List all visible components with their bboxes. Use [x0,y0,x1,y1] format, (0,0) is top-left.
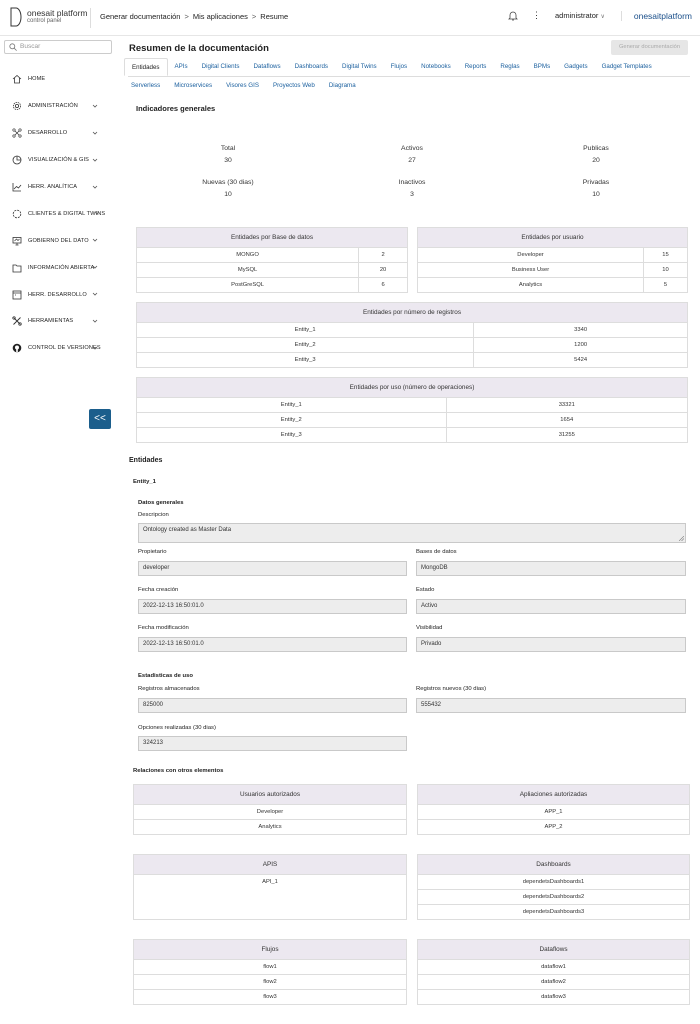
user-menu[interactable] [555,11,605,20]
sidebar-item-analitica[interactable] [0,174,118,201]
sidebar [0,36,118,1024]
table-row [418,905,690,920]
logo[interactable] [10,7,87,27]
stat-value: 10 [592,191,600,198]
table-header: Entidades por Base de datos [137,228,408,248]
home-icon [12,74,22,84]
bell-icon[interactable] [508,10,518,21]
chevron-down-icon [92,264,98,270]
github-icon [12,343,22,353]
breadcrumb-separator: > [251,12,257,21]
table-cell: 20 [359,263,408,278]
stat-value: 3 [410,191,414,198]
sidebar-item-label: HOME [28,76,46,83]
table-cell: flow2 [134,975,407,990]
table-row [418,805,690,820]
table-by-user [417,227,688,293]
table-cell: APP_2 [418,820,690,835]
tab-flujos[interactable]: Flujos [390,63,408,70]
tab-dataflows[interactable]: Dataflows [253,63,281,70]
description-value: Ontology created as Master Data [143,527,232,533]
entity-name: Entity_1 [133,479,156,485]
sidebar-item-home[interactable] [0,66,118,93]
chevron-down-icon [92,345,98,351]
chart-icon [12,182,22,192]
sidebar-item-label: DESARROLLO [28,130,68,137]
logo-title: onesait platform [27,8,88,18]
top-bar [0,0,700,36]
state-field[interactable]: Activo [416,599,686,614]
collapse-sidebar-button[interactable] [89,409,111,429]
window-icon [12,290,22,300]
table-row [134,805,407,820]
table-cell: Entity_1 [137,398,447,413]
new-records-field[interactable]: 555432 [416,698,686,713]
sidebar-item-herr-desarrollo[interactable] [0,281,118,308]
created-field[interactable]: 2022-12-13 16:50:01.0 [138,599,407,614]
double-chevron-left-icon: << [94,413,106,424]
sidebar-item-gobierno[interactable] [0,227,118,254]
new-records-label: Registros nuevos (30 dias) [416,686,487,692]
table-cell: Developer [134,805,407,820]
table-dashboards [417,854,690,920]
operations-label: Opciones realizadas (30 dias) [138,725,216,731]
table-cell: Entity_2 [137,338,474,353]
table-cell: flow1 [134,960,407,975]
stat-publicas [546,145,646,164]
tab-dashboards[interactable]: Dashboards [294,63,328,70]
page-title: Resumen de la documentación [129,43,269,54]
table-cell: Entity_2 [137,413,447,428]
generate-documentation-button[interactable]: Generar documentación [611,40,688,55]
table-row [418,990,690,1005]
monitor-icon [12,236,22,246]
sidebar-item-label: VISUALIZACIÓN & GIS [28,157,89,164]
tab-gadget-templates[interactable]: Gadget Templates [601,63,652,70]
table-row [418,875,690,890]
table-flows [133,939,407,1005]
table-header: Flujos [134,940,407,960]
owner-field[interactable]: developer [138,561,407,576]
table-cell: Entity_3 [137,353,474,368]
breadcrumb-separator: > [184,12,189,21]
table-cell: MONGO [137,248,359,263]
database-field[interactable]: MongoDB [416,561,686,576]
table-header: Entidades por número de registros [137,303,688,323]
table-cell: Entity_3 [137,428,447,443]
stat-privadas [546,179,646,198]
table-row [134,890,407,920]
table-header: APIS [134,855,407,875]
user-name: administrator [555,11,599,20]
chevron-down-icon [92,318,98,324]
tab-digital-twins[interactable]: Digital Twins [341,63,377,70]
table-header: Entidades por usuario [418,228,688,248]
operations-field[interactable]: 324213 [138,736,407,751]
tab-bpms[interactable]: BPMs [533,63,551,70]
usage-stats-title: Estadisticas de uso [138,673,194,679]
nodes-icon [12,128,22,138]
table-row [418,975,690,990]
tab-digital-clients[interactable]: Digital Clients [201,63,240,70]
general-indicators-title: Indicadores generales [136,104,216,113]
table-authorized-apps [417,784,690,835]
entities-title: Entidades [129,457,163,464]
stat-label: Inactivos [398,179,426,186]
chevron-down-icon [94,210,100,216]
table-row [137,323,688,338]
table-row [418,960,690,975]
table-header: Usuarios autorizados [134,785,407,805]
table-row [134,975,407,990]
stat-label: Total [220,145,236,152]
tab-proyectos-web[interactable]: Proyectos Web [272,82,315,89]
chevron-down-icon [92,157,98,163]
table-cell: 10 [644,263,688,278]
table-cell: 15 [644,248,688,263]
table-cell: Developer [418,248,644,263]
chevron-down-icon [92,237,98,243]
table-header: Dataflows [418,940,690,960]
table-row [137,338,688,353]
state-label: Estado [416,587,435,593]
stored-records-label: Registros almacenados [138,686,200,692]
stat-value: 10 [224,191,232,198]
table-cell: 5424 [474,353,688,368]
stat-value: 20 [592,157,600,164]
general-data-title: Datos generales [138,500,184,506]
breadcrumb [100,12,288,21]
tab-reglas[interactable]: Reglas [500,63,520,70]
stat-value: 30 [224,157,232,164]
folder-icon [12,263,22,273]
sidebar-item-clientes[interactable] [0,200,118,227]
breadcrumb-item: Resume [260,12,289,21]
chevron-down-icon: ∨ [600,14,605,20]
table-row [418,263,688,278]
breadcrumb-item[interactable]: Generar documentación [100,12,181,21]
table-row [137,428,688,443]
table-cell: 6 [359,278,408,293]
table-cell: 2 [359,248,408,263]
table-row [137,413,688,428]
tab-gadgets[interactable]: Gadgets [564,63,588,70]
table-cell: API_1 [134,875,407,890]
stat-nuevas [178,179,278,198]
table-cell: APP_1 [418,805,690,820]
resize-handle-icon[interactable] [679,536,684,541]
logo-icon [10,7,22,27]
created-label: Fecha creación [138,587,179,593]
table-row [134,960,407,975]
stat-label: Nuevas (30 dias) [202,179,254,186]
table-cell: 1200 [474,338,688,353]
sidebar-item-label: HERRAMIENTAS [28,318,74,325]
table-row [418,278,688,293]
sidebar-item-label: GOBIERNO DEL DATO [28,237,89,244]
modified-label: Fecha modificación [138,625,189,631]
tab-microservices[interactable]: Microservices [174,82,213,89]
table-cell: 5 [644,278,688,293]
table-cell: flow3 [134,990,407,1005]
visibility-field[interactable]: Privado [416,637,686,652]
chevron-down-icon [92,291,98,297]
table-by-database [136,227,408,293]
table-cell: 33321 [446,398,688,413]
stat-label: Privadas [582,179,610,186]
table-cell: dependetsDashboards1 [418,875,690,890]
table-row [137,398,688,413]
tab-visores-gis[interactable]: Visores GIS [226,82,259,89]
table-cell: dependetsDashboards2 [418,890,690,905]
table-header: Dashboards [418,855,690,875]
table-row [137,248,408,263]
description-label: Descripcion [138,512,169,518]
tab-notebooks[interactable]: Notebooks [421,63,451,70]
stat-label: Activos [401,145,423,152]
table-row [134,875,407,890]
more-menu-icon[interactable]: ⋮ [532,10,542,20]
search-icon [9,43,17,51]
table-cell: Analytics [418,278,644,293]
table-row [134,990,407,1005]
description-field[interactable] [138,523,686,543]
sidebar-nav [0,66,118,362]
table-cell: 31255 [446,428,688,443]
table-header: Entidades por uso (número de operaciones) [137,378,688,398]
tab-reports[interactable]: Reports [464,63,487,70]
stored-records-field[interactable]: 825000 [138,698,407,713]
tabs-row-2 [124,78,363,94]
table-header: Apliaciones autorizadas [418,785,690,805]
table-cell: dataflow3 [418,990,690,1005]
table-row [137,278,408,293]
sidebar-item-versiones[interactable] [0,335,118,362]
table-row [418,890,690,905]
table-by-usage [136,377,688,443]
tabs-row-1 [124,58,659,76]
table-cell: Analytics [134,820,407,835]
logo-subtitle: control panel [27,18,62,24]
brand-name: onesaitplatform [621,11,692,21]
search-input[interactable] [4,40,112,54]
stat-label: Publicas [583,145,609,152]
sidebar-item-label: HERR. DESARROLLO [28,291,87,298]
table-row [134,820,407,835]
sidebar-item-herramientas[interactable] [0,308,118,335]
table-cell: dependetsDashboards3 [418,905,690,920]
table-authorized-users [133,784,407,835]
tab-serverless[interactable]: Serverless [131,82,161,89]
sidebar-item-desarrollo[interactable] [0,120,118,147]
table-cell: 3340 [474,323,688,338]
chevron-down-icon [92,103,98,109]
sidebar-item-label: ADMINISTRACIÓN [28,103,78,110]
tools-icon [12,316,22,326]
modified-field[interactable]: 2022-12-13 16:50:01.0 [138,637,407,652]
relations-title: Relaciones con otros elementos [133,768,224,774]
tab-entidades[interactable]: Entidades [124,58,168,76]
stat-inactivos [362,179,462,198]
table-cell: dataflow1 [418,960,690,975]
database-label: Bases de datos [416,549,457,555]
breadcrumb-item[interactable]: Mis aplicaciones [192,12,248,21]
table-cell: 1654 [446,413,688,428]
chevron-down-icon [92,184,98,190]
sidebar-item-visualizacion[interactable] [0,147,118,174]
gear-icon [12,101,22,111]
sidebar-item-label: CLIENTES & DIGITAL TWINS [28,210,106,217]
table-dataflows [417,939,690,1005]
sidebar-item-label: INFORMACIÓN ABIERTA [28,264,95,271]
table-row [418,820,690,835]
table-by-records [136,302,688,368]
table-row [137,353,688,368]
divider [90,8,91,28]
search-placeholder: Buscar [20,43,41,50]
stat-total [178,145,278,164]
table-cell: PostGreSQL [137,278,359,293]
sidebar-item-label: HERR. ANALÍTICA [28,184,78,190]
table-row [137,263,408,278]
chevron-down-icon [92,130,98,136]
stat-activos [362,145,462,164]
table-apis [133,854,407,920]
table-cell: Entity_1 [137,323,474,338]
sidebar-item-administracion[interactable] [0,93,118,120]
pie-icon [12,155,22,165]
sidebar-item-label: CONTROL DE VERSIONES [28,345,101,352]
table-cell: dataflow2 [418,975,690,990]
owner-label: Propietario [138,549,167,555]
table-row [418,248,688,263]
sidebar-item-informacion[interactable] [0,254,118,281]
tab-diagrama[interactable]: Diagrama [328,82,356,89]
stat-value: 27 [408,157,416,164]
table-cell: Business User [418,263,644,278]
tab-apis[interactable]: APIs [174,63,188,70]
table-cell-empty [134,890,407,920]
circle-icon [12,209,22,219]
table-cell: MySQL [137,263,359,278]
visibility-label: Visibilidad [416,625,443,631]
